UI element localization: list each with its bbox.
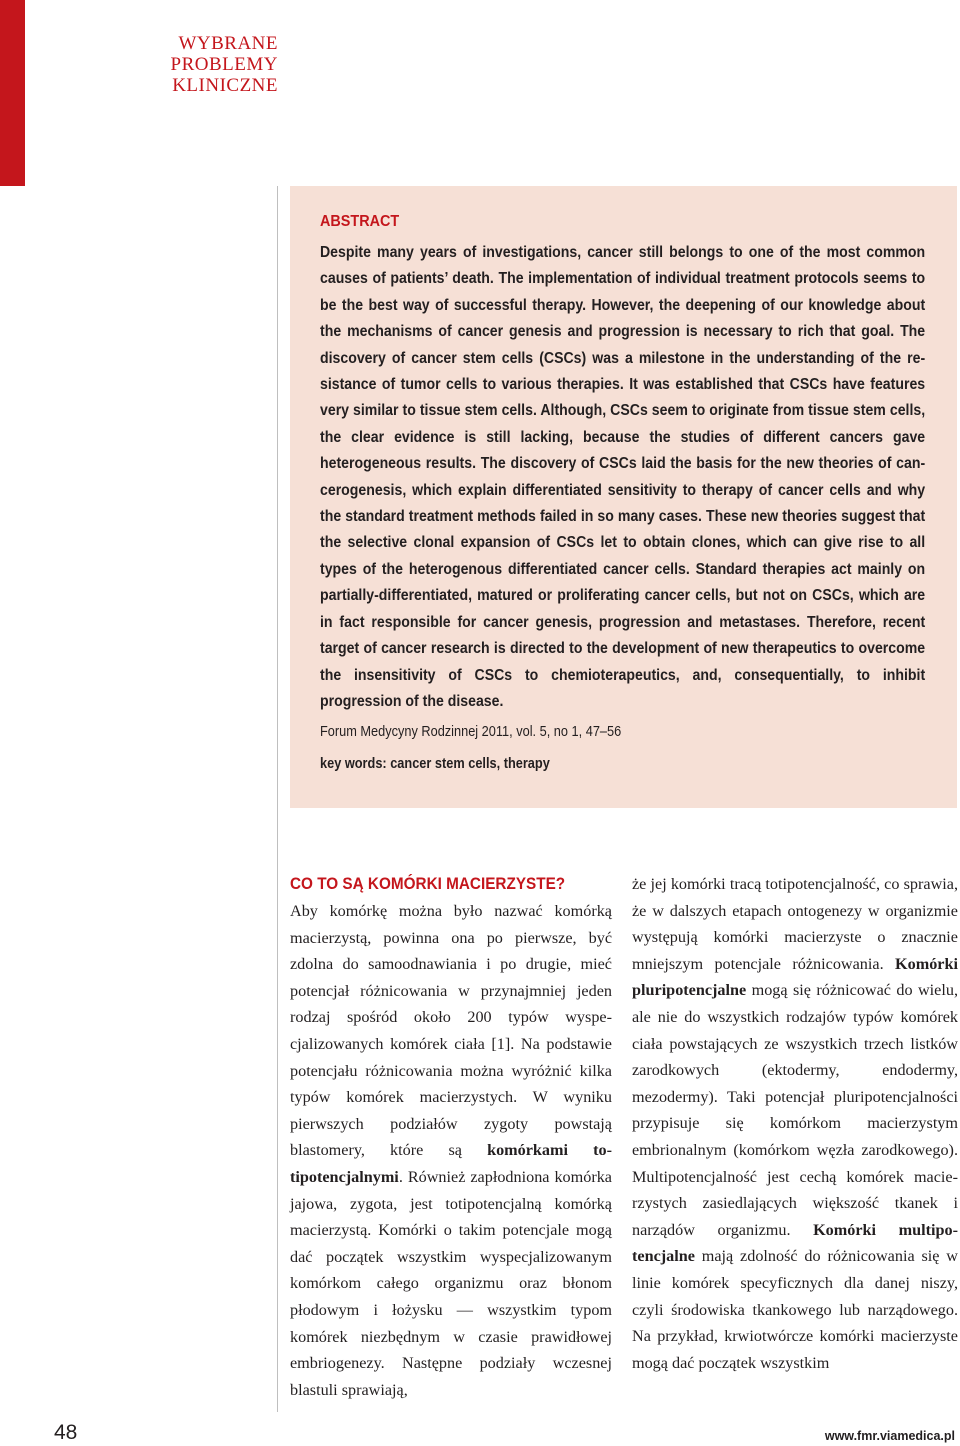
paragraph-text: Aby komórkę można było nazwać komórką macierzystą, powinna ona po pierwsze, być zdolna do samoodnawiania i po drugie, mieć potencjał różnicowania w przynajmniej jeden rodzaj spośród około 200 typów wyspecjalizowanych komórek ciała [1]. Na podstawie potencjału różnicowania można wyróżnić kilka typów komórek macierzystych. W wyniku pierwszych podziałów zygoty powstają blastomery, które są bbox=[290, 902, 612, 1160]
paragraph-text: mają zdolność do różnicowania się w linie komórek specyficznych dla danej niszy, czyli środowiska tkankowego lub narządowego. Na przykład, krwiotwórcze komórki macierzyste mogą dać początek wszystkim bbox=[632, 1247, 958, 1372]
article-heading: CO TO SĄ KOMÓRKI MACIERZYSTE? bbox=[290, 874, 566, 893]
paragraph-text: . Również zapłodniona komórka jajowa, zygota, jest totipotencjalną komórką macierzystą. Komórki o takim potencjale mogą dać początek wszystkim wyspecjalizowanym komórkom całego organizmu oraz błonom płodowym i łożysku — wszystkim typom komórek niezbędnym w czasie prawidłowej embriogenezy. Następne podziały wczesnej blastuli sprawiają, bbox=[290, 1167, 612, 1399]
column-divider bbox=[277, 186, 278, 1412]
section-header-line: PROBLEMY bbox=[170, 54, 278, 75]
section-header bbox=[150, 33, 278, 96]
citation: Forum Medycyny Rodzinnej 2011, vol. 5, no 1, 47–56 bbox=[320, 724, 622, 740]
page-number: 48 bbox=[54, 1421, 78, 1444]
article-column-right bbox=[632, 871, 958, 1376]
section-color-bar bbox=[0, 0, 25, 186]
bold-term: Komórki pluripotencjalne bbox=[632, 954, 958, 1000]
paragraph-text: mogą się różnicować do wielu, ale nie do wszystkich rodzajów typów komórek ciała powstających ze wszystkich trzech listków zarodkowych (ektodermy, endodermy, mezodermy). Taki potencjał pluripotencjalności przypisuje się komórkom macierzystym embrionalnym (komórkom węzła zarodkowego). Multipotencjalność jest cechą komórek macierzystych zasiedlających większość tkanek i narządów organizmu. bbox=[632, 981, 958, 1239]
article-column-left bbox=[290, 898, 612, 1403]
bold-term: komórkami totipotencjalnymi bbox=[290, 1141, 613, 1186]
section-header-line: WYBRANE bbox=[178, 33, 278, 54]
abstract-text: Despite many years of investigations, cancer still belongs to one of the most common causes of patients’ death. The implementation of individual treatment protocols seems to be the best way of successful therapy. However, the deepening of our knowledge about the mechanisms of cancer genesis and progression is necessary to rich that goal. The discovery of cancer stem cells (CSCs) was a milestone in the understanding of the resistance of tumor cells to various therapies. It was established that CSCs have features very similar to tissue stem cells. Although, CSCs seem to originate from tissue stem cells, the clear evidence is still lacking, because the studies of different cancers gave heterogeneous results. The discovery of CSCs laid the basis for the new theories of cancerogenesis, which explain differentiated sensitivity to therapy of cancer cells and why the standard treatment methods failed in so many cases. These new theories suggest that the selective clonal expansion of CSCs let to obtain clones, which can give rise to all types of the heterogenous differentiated cancer cells. Standard therapies act mainly on partially-differentiated, matured or proliferating cancer cells, but not on CSCs, which are in fact responsible for cancer genesis, progression and metastases. Therefore, recent target of cancer research is directed to the development of new therapeutics to overcome the insensitivity of CSCs to chemioterapeutics, and, consequentially, to inhibit progression of the disease. bbox=[320, 244, 926, 710]
website-url[interactable]: www.fmr.viamedica.pl bbox=[824, 1429, 955, 1443]
abstract-title: ABSTRACT bbox=[320, 213, 400, 230]
bold-term: Komórki multipotencjalne bbox=[632, 1220, 958, 1266]
keywords: key words: cancer stem cells, therapy bbox=[320, 756, 550, 772]
section-header-line: KLINICZNE bbox=[172, 75, 278, 96]
paragraph-text: że jej komórki tracą totipotencjalność, co sprawia, że w dalszych etapach ontogenezy w organizmie występują komórki macierzyste o znacznie mniejszym potencjale różnicowania. bbox=[632, 875, 958, 973]
